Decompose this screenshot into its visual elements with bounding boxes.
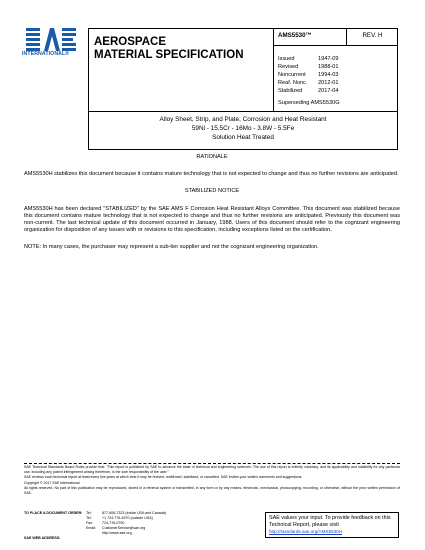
feedback-link[interactable]: http://standards.sae.org/AMS5530H <box>269 528 343 534</box>
website-link[interactable]: http://www.sae.org <box>102 531 132 535</box>
superseding-note: Superseding AMS5530G <box>278 100 340 106</box>
sae-logo-icon <box>24 24 84 54</box>
footer-rights-text: All rights reserved. No part of this publication may be reproduced, stored in a retrieval system or transmitted, in any form or by any means, electronic, mechanical, photocopying, recording, or otherwise, without the prior written permission of SAE. <box>24 486 400 495</box>
web-address-label: SAE WEB ADDRESS: <box>24 536 61 540</box>
subject-line-3: Solution Heat Treated <box>212 134 274 141</box>
stabilized-heading: STABILIZED NOTICE <box>184 188 240 195</box>
document-title <box>88 28 274 112</box>
footer-review-text: SAE reviews each technical report at least every five years at which time it may be revised, reaffirmed, stabilized, or cancelled. SAE invites your written comments and suggestions. <box>24 475 303 480</box>
feedback-text: SAE values your input. To provide feedback on this Technical Report, please visit <box>269 515 391 528</box>
date-row: Noncurrent 1994-03 <box>278 72 339 78</box>
document-number: AMS5530™ <box>274 28 347 46</box>
contact-row: Email: CustomerService@sae.org <box>86 526 146 530</box>
contact-row <box>86 531 166 536</box>
contact-row: Tel: 877-606-7323 (inside USA and Canada) <box>86 511 166 515</box>
document-body <box>24 154 400 262</box>
title-line-2: MATERIAL SPECIFICATION <box>94 49 244 61</box>
order-label: TO PLACE A DOCUMENT ORDER: <box>24 511 83 515</box>
date-row: Revised 1988-01 <box>278 64 339 70</box>
title-line-1: AEROSPACE <box>94 36 166 48</box>
subject-line-1: Alloy Sheet, Strip, and Plate, Corrosion and Heat Resistant <box>159 116 327 123</box>
contact-row: Tel: +1 724-776-4970 (outside USA) <box>86 516 153 520</box>
footer-rules-text: SAE Technical Standards Board Rules provide that: "This report is published by SAE to advance the state of technical and engineering sciences. The use of this report is entirely voluntary, and its applicability and suitability for any particular use, including any patent infringement arising therefrom, is the sole responsibility of the user." <box>24 465 400 474</box>
contact-row: Fax: 724-776-0790 <box>86 521 125 525</box>
logo-subtitle: INTERNATIONAL® <box>22 51 70 57</box>
rationale-heading: RATIONALE <box>196 154 228 160</box>
date-row: Stabilized 2017-04 <box>278 88 339 94</box>
date-table <box>278 55 390 95</box>
footer-divider <box>24 463 400 464</box>
contact-info <box>86 511 166 536</box>
footer-legal <box>24 465 400 497</box>
date-row: Reaf. Nonc. 2012-01 <box>278 80 339 86</box>
sae-logo <box>24 24 84 64</box>
email-link[interactable]: CustomerService@sae.org <box>102 526 146 530</box>
rationale-paragraph: AMS5530H stabilizes this document because it contains mature technology that is not expected to change and thus no further revisions are anticipated. <box>24 171 399 178</box>
subject-line-2: 59Ni - 15.5Cr - 16Mo - 3.8W - 5.5Fe <box>191 125 295 132</box>
footer-copyright: Copyright © 2017 SAE International <box>24 480 80 485</box>
date-row: Issued 1947-09 <box>278 56 339 62</box>
feedback-box <box>265 512 399 538</box>
revision-label: REV. H <box>347 28 398 46</box>
subject-box <box>88 112 398 150</box>
stabilized-paragraph: AMS5530H has been declared "STABILIZED" by the SAE AMS F Corrosion Heat Resistant Alloys Committee. This document was stabilized because this document contains mature technology that is not expected to change and thus no further revisions are anticipated. Previously this document was non-current. The last technical update of this document occurred in January, 1988. Users of this document should refer to the cognizant engineering organization for disposition of any issues with or revisions to this specification, including exceptions listed on the certification. <box>24 205 400 234</box>
note-paragraph: NOTE: In many cases, the purchaser may represent a sub-tier supplier and not the cognizant engineering organization. <box>24 244 319 251</box>
